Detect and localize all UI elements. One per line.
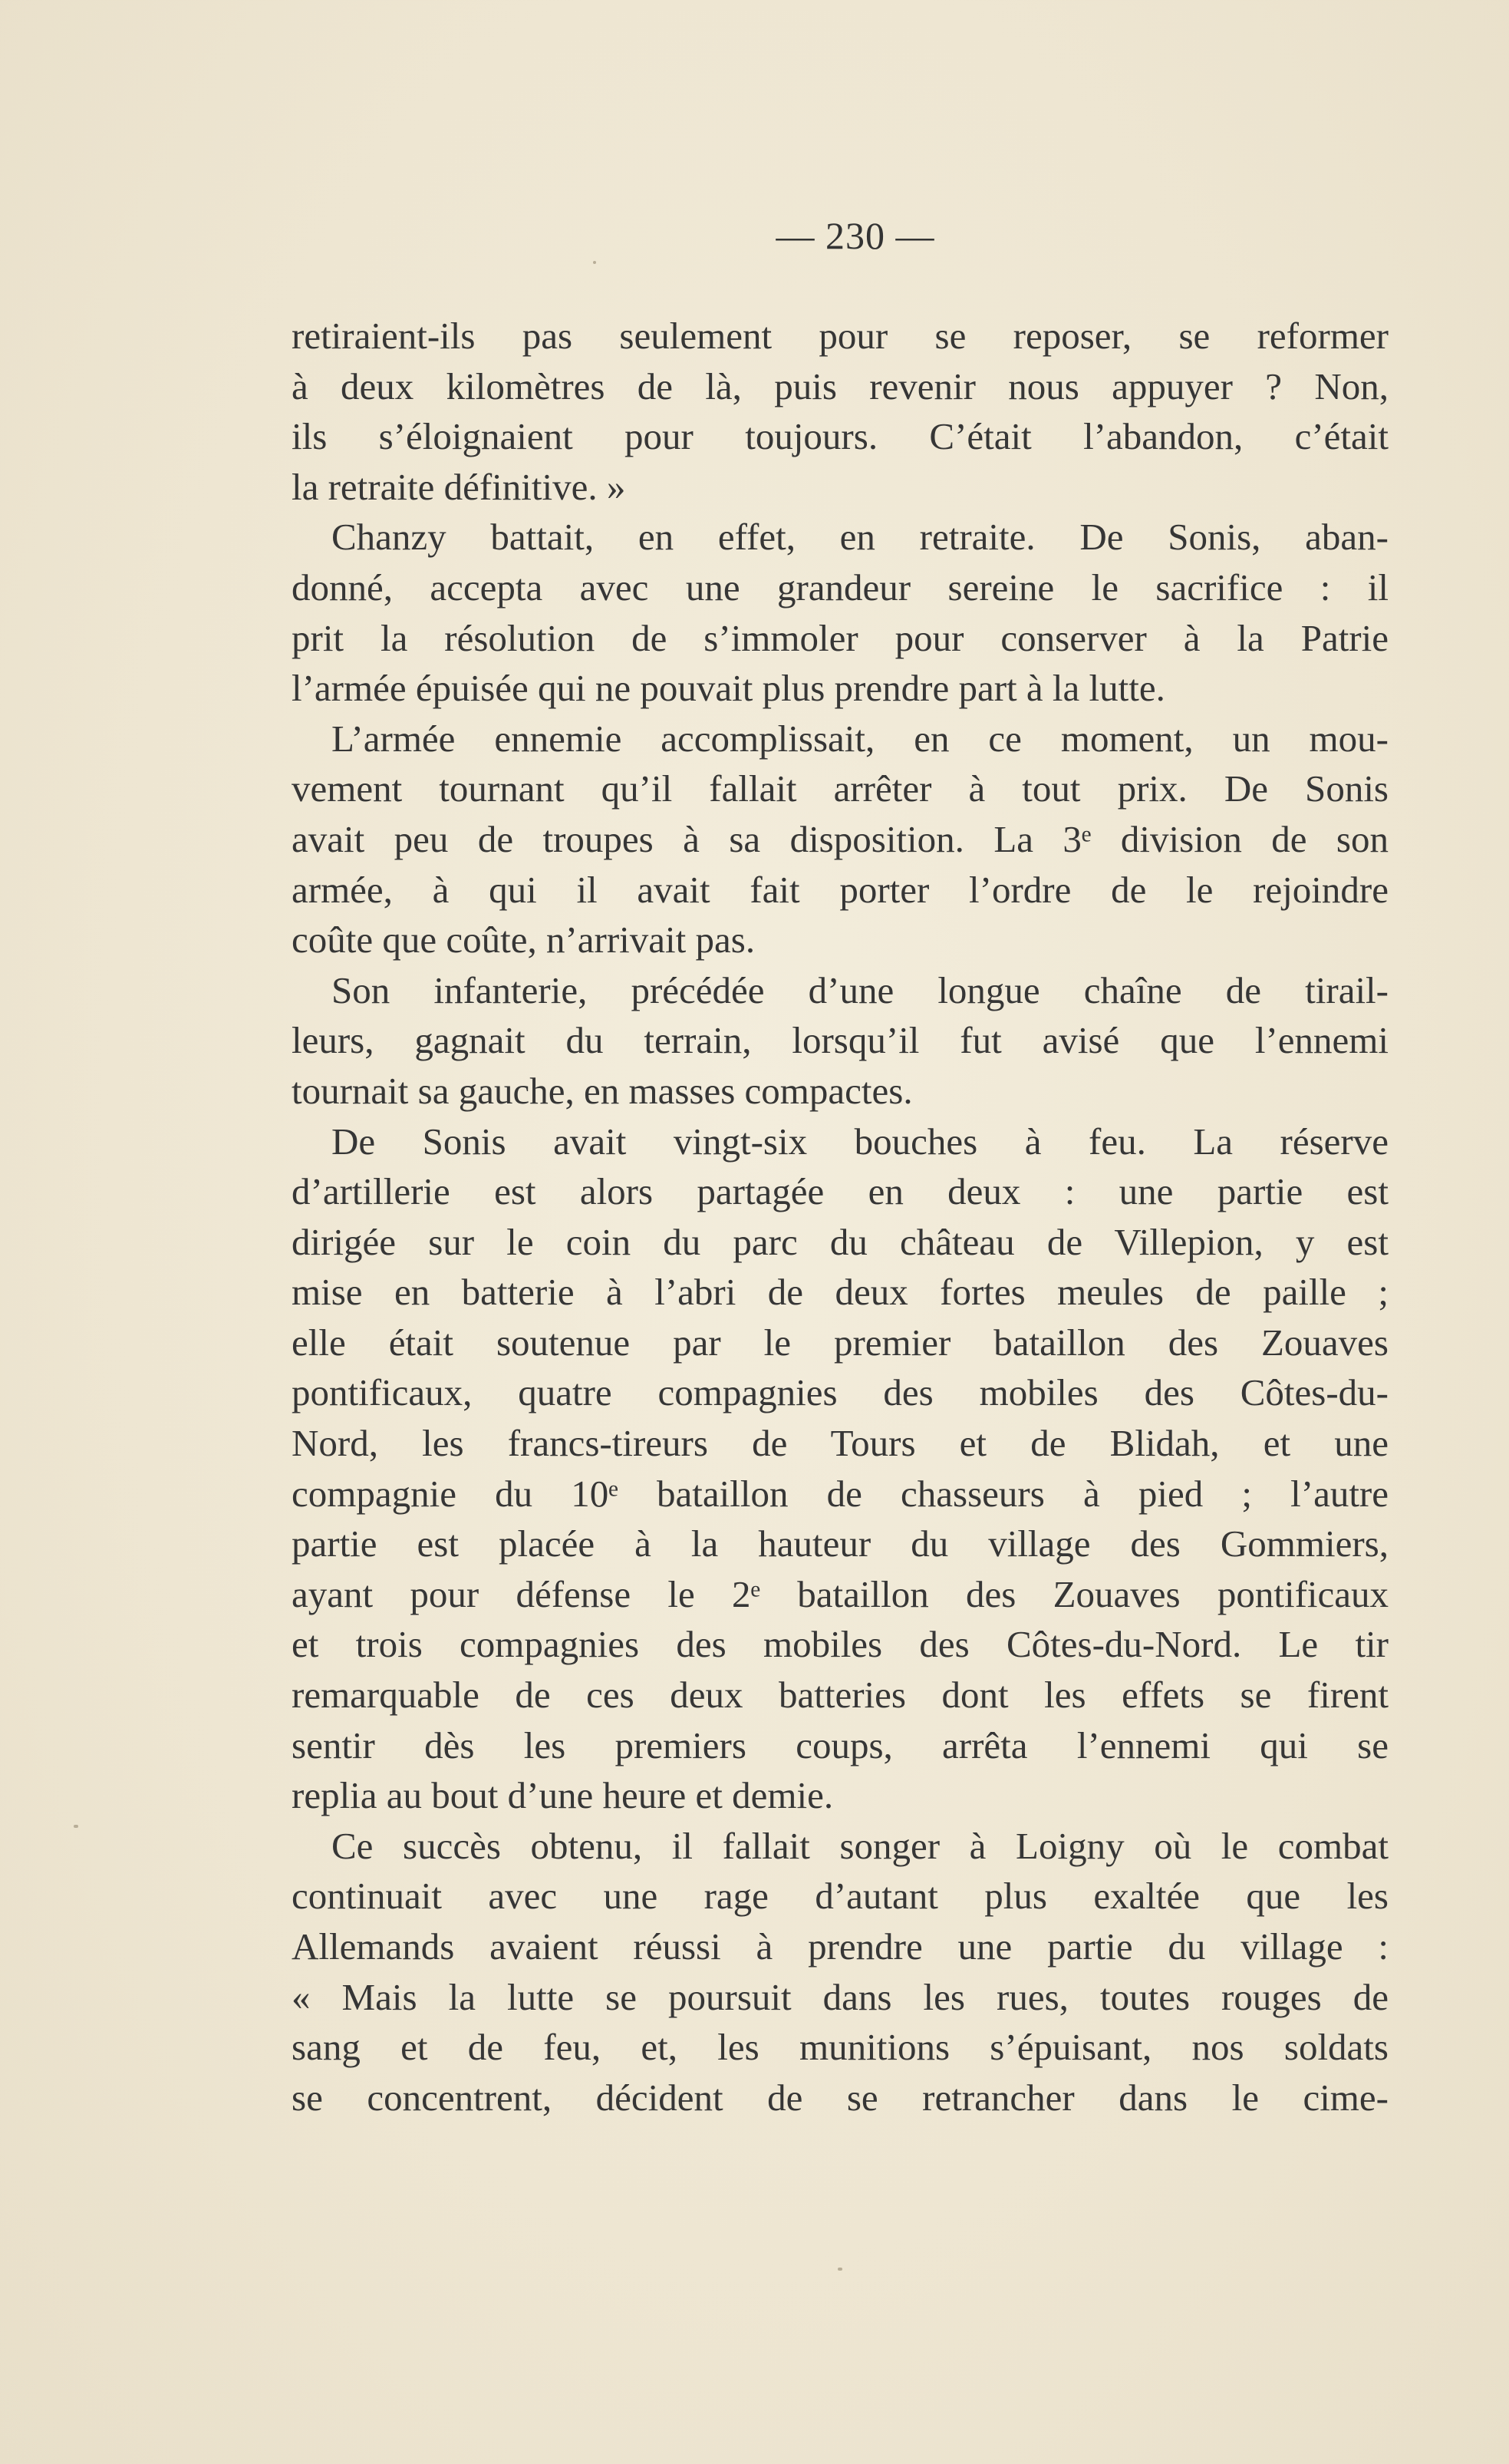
text-line: elle était soutenue par le premier bataillon des Zouaves	[292, 1321, 1389, 1364]
text-line: Nord, les francs-tireurs de Tours et de Blidah, et une	[292, 1422, 1389, 1465]
text-line: vement tournant qu’il fallait arrêter à tout prix. De Sonis	[292, 767, 1389, 810]
text-line: d’artillerie est alors partagée en deux : une partie est	[292, 1170, 1389, 1213]
text-line: armée, à qui il avait fait porter l’ordre de le rejoindre	[292, 868, 1389, 911]
paper-speck	[593, 261, 596, 264]
text-line: partie est placée à la hauteur du village des Gommiers,	[292, 1522, 1389, 1565]
text-line: leurs, gagnait du terrain, lorsqu’il fut avisé que l’ennemi	[292, 1019, 1389, 1062]
text-line: Allemands avaient réussi à prendre une partie du village :	[292, 1925, 1389, 1968]
text-line: replia au bout d’une heure et demie.	[292, 1774, 834, 1817]
text-line: ils s’éloignaient pour toujours. C’était l’abandon, c’était	[292, 415, 1389, 458]
text-line: continuait avec une rage d’autant plus exaltée que les	[292, 1875, 1389, 1918]
text-line: ayant pour défense le 2ᵉ bataillon des Zouaves pontificaux	[292, 1572, 1389, 1615]
text-line: donné, accepta avec une grandeur sereine le sacrifice : il	[292, 566, 1389, 609]
paper-speck	[74, 1825, 78, 1828]
text-line: dirigée sur le coin du parc du château de Villepion, y est	[292, 1220, 1389, 1263]
text-line: « Mais la lutte se poursuit dans les rues, toutes rouges de	[292, 1975, 1389, 2018]
text-line: remarquable de ces deux batteries dont les effets se firent	[292, 1674, 1389, 1717]
text-line: se concentrent, décident de se retrancher dans le cime-	[292, 2076, 1389, 2119]
text-line: mise en batterie à l’abri de deux fortes meules de paille ;	[292, 1271, 1389, 1314]
body-text	[292, 311, 1389, 2123]
paper-speck	[838, 2268, 842, 2271]
text-line: à deux kilomètres de là, puis revenir nous appuyer ? Non,	[292, 364, 1389, 407]
text-line: De Sonis avait vingt-six bouches à feu. La réserve	[331, 1120, 1389, 1163]
text-line: compagnie du 10ᵉ bataillon de chasseurs à pied ; l’autre	[292, 1472, 1389, 1515]
text-line: sentir dès les premiers coups, arrêta l’ennemi qui se	[292, 1723, 1389, 1766]
text-line: prit la résolution de s’immoler pour conserver à la Patrie	[292, 616, 1389, 659]
page-number: — 230 —	[776, 214, 935, 257]
text-line: la retraite définitive. »	[292, 465, 626, 508]
text-line: l’armée épuisée qui ne pouvait plus prendre part à la lutte.	[292, 667, 1165, 710]
text-line: Son infanterie, précédée d’une longue chaîne de tirail-	[331, 968, 1389, 1011]
text-line: sang et de feu, et, les munitions s’épuisant, nos soldats	[292, 2026, 1389, 2069]
text-line: Chanzy battait, en effet, en retraite. De Sonis, aban-	[331, 516, 1389, 559]
text-line: tournait sa gauche, en masses compactes.	[292, 1069, 913, 1112]
text-line: avait peu de troupes à sa disposition. La 3ᵉ division de son	[292, 817, 1389, 860]
text-line: L’armée ennemie accomplissait, en ce moment, un mou-	[331, 717, 1389, 760]
text-line: pontificaux, quatre compagnies des mobiles des Côtes-du-	[292, 1371, 1389, 1414]
text-line: Ce succès obtenu, il fallait songer à Loigny où le combat	[331, 1824, 1389, 1867]
text-line: coûte que coûte, n’arrivait pas.	[292, 919, 756, 962]
text-line: retiraient-ils pas seulement pour se reposer, se reformer	[292, 315, 1389, 357]
text-line: et trois compagnies des mobiles des Côtes-du-Nord. Le tir	[292, 1623, 1389, 1666]
